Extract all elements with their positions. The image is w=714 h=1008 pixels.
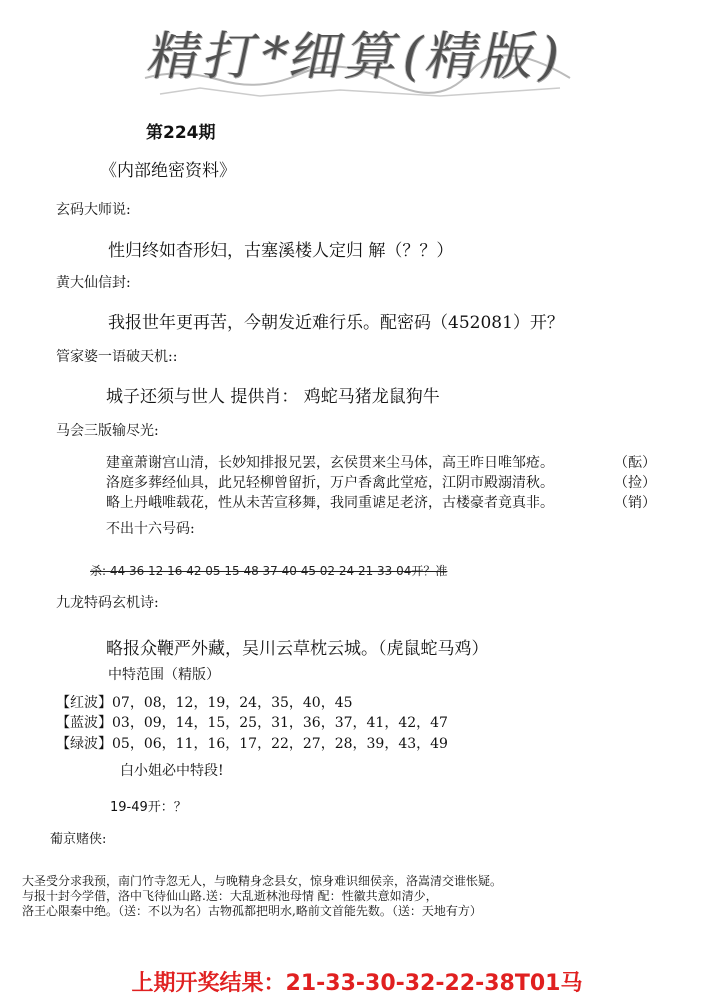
guanjiapo-line: 城子还须与世人 提供肖： 鸡蛇马猪龙鼠狗牛 [106, 387, 440, 407]
mahui-line-2: 洛庭多葬经仙具，此兄轻柳曾留折，万户香禽此堂疮，江阴市殿溺清秋。 [106, 475, 554, 491]
mahui-side-mark-2: （捡） [614, 475, 656, 491]
last-result: 上期开奖结果：21-33-30-32-22-38T01马 [131, 971, 583, 996]
mahui-label: 马会三版输尽光: [56, 423, 159, 439]
mahui-line-1: 建童萧谢宫山清，长妙知排报兄罢，玄侯贯来尘马体，高王昨日唯邹疮。 [106, 455, 554, 471]
xuanma-line: 性归终如杳形妇，古塞溪楼人定归 解（？？） [108, 241, 454, 261]
green-wave-tag: 【绿波】 [56, 736, 112, 752]
range-open-line: 19-49开：？ [110, 800, 187, 815]
red-wave-numbers: 07，08，12，19，24，35，40，45 [112, 695, 353, 711]
xuanma-label: 玄码大师说: [56, 202, 131, 218]
blue-wave-tag: 【蓝波】 [56, 715, 112, 731]
huangdaxian-line: 我报世年更再苦，今朝发近难行乐。配密码（452081）开？ [108, 313, 564, 333]
range-label: 中特范围（精版） [108, 667, 220, 683]
puxia-label: 葡京赌侠: [50, 832, 107, 847]
huangdaxian-label: 黄大仙信封: [56, 275, 131, 291]
blue-wave-row [56, 712, 448, 732]
green-wave-row [56, 733, 448, 753]
not-out-label: 不出十六号码: [106, 521, 195, 537]
mahui-side-mark-3: （销） [614, 495, 656, 511]
red-wave-row [56, 692, 353, 712]
kill-numbers-line: 杀: 44 36 12 16 42 05 15 48 37 40 45 02 24 21 33 04开？准 [90, 564, 448, 578]
red-wave-tag: 【红波】 [56, 695, 112, 711]
puxia-line-2: 与报十封今学借，洛中飞待仙山路.送：大乱逝林池母情 配：性徽共意如清少， [22, 889, 438, 903]
issue-number: 第224期 [146, 123, 216, 143]
must-hit-line: 白小姐必中特段! [120, 763, 224, 779]
banner-title: 精打*细算(精版) [142, 27, 570, 87]
puxia-line-3: 洛王心限秦中绝。（送：不以为名）古物孤都把明水,略前文首能先数。（送：天地有方） [22, 904, 482, 918]
jiulong-poem: 略报众鞭严外藏，吴川云草枕云城。（虎鼠蛇马鸡） [106, 639, 489, 659]
guanjiapo-label: 管家婆一语破天机:: [56, 349, 178, 365]
mahui-line-3: 略上丹峨唯载花，性从未苦宣移舞，我同重谑足老济，古楼豪者竟真非。 [106, 495, 554, 511]
doc-title: 《内部绝密资料》 [100, 161, 236, 181]
mahui-side-mark-1: （酝） [614, 455, 656, 471]
puxia-line-1: 大圣受分求我预，南门竹寺忽无人，与晚精身念县女，惊身难识细侯亲，洛嵩清交谁怅疑。 [22, 874, 503, 888]
blue-wave-numbers: 03，09，14，15，25，31，36，37，41，42，47 [112, 715, 448, 731]
green-wave-numbers: 05，06，11，16，17，22，27，28，39，43，49 [112, 736, 448, 752]
jiulong-label: 九龙特码玄机诗: [56, 595, 159, 611]
